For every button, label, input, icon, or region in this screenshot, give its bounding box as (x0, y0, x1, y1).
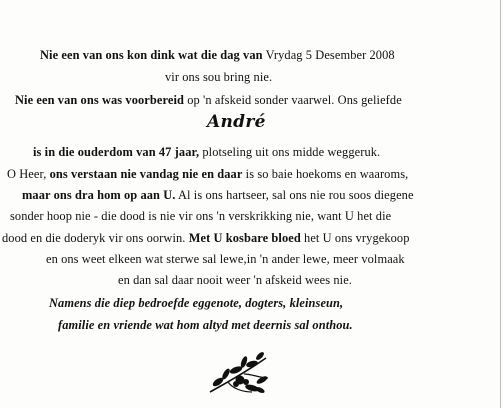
notice-line-11: en dan sal daar nooit weer 'n afskeid wees nie. (118, 273, 353, 287)
notice-line-6-a: O Heer, (7, 167, 50, 181)
notice-line-5-rest: plotseling uit ons midde weggeruk. (199, 145, 381, 159)
notice-line-7-bold: maar ons dra hom op aan U. (22, 188, 176, 202)
notice-line-6-rest: is so baie hoekoms en waaroms, (242, 167, 409, 181)
notice-line-1-rest: Vrydag 5 Desember 2008 (262, 48, 395, 62)
notice-line-7-rest: Al is ons hartseer, sal ons nie rou soos diegene (175, 188, 414, 202)
notice-line-6-bold: ons verstaan nie vandag nie en daar (49, 167, 243, 181)
page-edge-line (500, 0, 501, 408)
floral-sprig-icon (206, 352, 272, 396)
notice-line-10 (46, 252, 405, 266)
notice-line-9-rest: het U ons vrygekoop (300, 231, 410, 245)
notice-line-3-bold: Nie een van ons was voorbereid (15, 93, 185, 107)
notice-line-2: vir ons sou bring nie. (165, 70, 273, 84)
notice-line-9 (2, 231, 410, 245)
notice-line-10-rest: in 'n ander lewe, meer volmaak (246, 252, 405, 266)
deceased-name: André (207, 112, 266, 132)
notice-line-5 (33, 145, 380, 159)
notice-line-1-bold: Nie een van ons kon dink wat die dag van (40, 48, 263, 62)
notice-line-1 (40, 48, 395, 62)
notice-line-3 (15, 93, 402, 107)
notice-line-7 (22, 188, 414, 202)
notice-line-9-bold: Met U kosbare bloed (188, 231, 301, 245)
notice-line-5-bold: is in die ouderdom van 47 jaar, (33, 145, 200, 159)
notice-line-6 (7, 167, 408, 181)
notice-line-10-a: en ons weet elkeen wat sterwe sal lewe, (46, 252, 247, 266)
notice-line-8: sonder hoop nie - die dood is nie vir ons 'n verskrikking nie, want U het die (10, 209, 392, 223)
notice-line-3-rest: op 'n afskeid sonder vaarwel. Ons geliefde (184, 93, 402, 107)
notice-line-13: familie en vriende wat hom altyd met deernis sal onthou. (58, 318, 353, 332)
notice-line-9-a: dood en die doderyk vir ons oorwin. (2, 231, 189, 245)
notice-line-12: Namens die diep bedroefde eggenote, dogters, kleinseun, (49, 296, 344, 310)
